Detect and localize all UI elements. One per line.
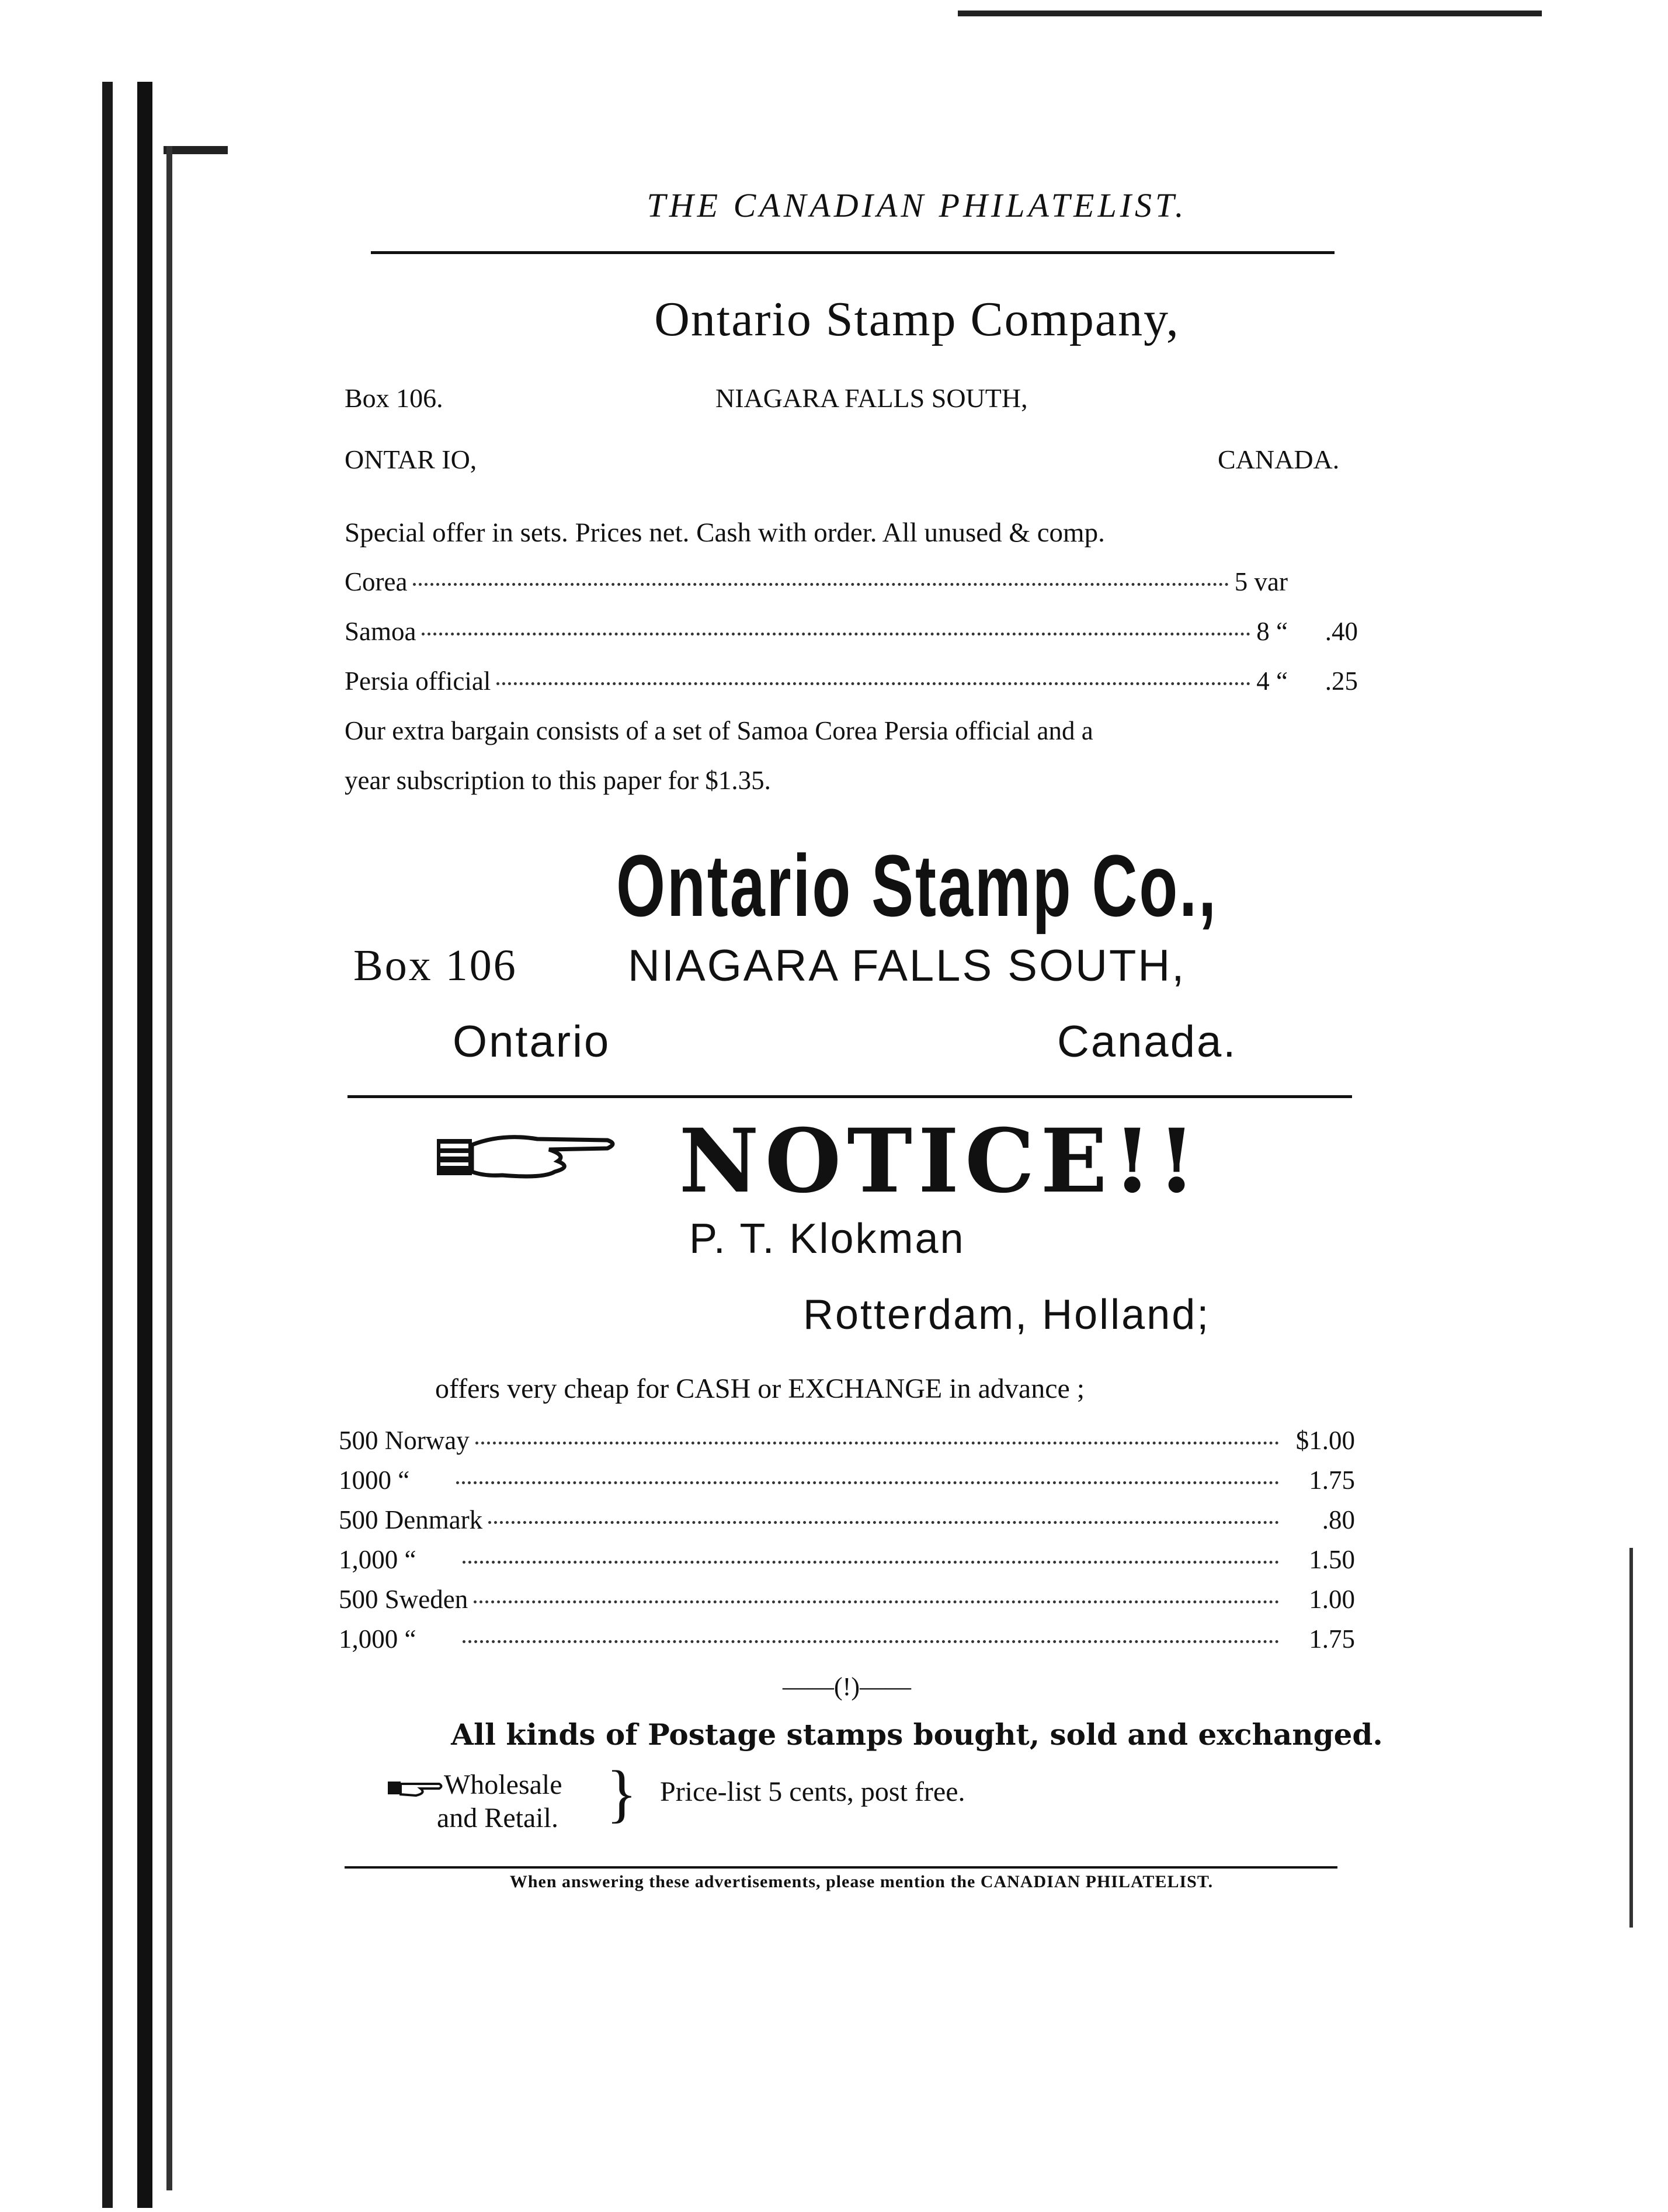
- item-price: 1.75: [1309, 1466, 1355, 1495]
- ad3-retail: and Retail.: [437, 1803, 558, 1834]
- ad3-item-row: [339, 1624, 1355, 1660]
- leader-dots: [475, 1442, 1279, 1444]
- ad3-all-kinds: All kinds of Postage stamps bought, sold and exchanged.: [451, 1717, 1383, 1752]
- item-qty: 8 “: [1256, 617, 1288, 646]
- item-price: .25: [1325, 666, 1358, 696]
- item-label: Persia official: [345, 666, 491, 696]
- ad1-item-row: [345, 616, 1358, 652]
- leader-dots: [488, 1521, 1279, 1524]
- ad2-province: Ontario: [453, 1017, 611, 1067]
- ad3-item-row: [339, 1425, 1355, 1461]
- item-qty: 5 var: [1234, 567, 1288, 596]
- item-label: 1,000 “: [339, 1545, 416, 1574]
- ad1-item-row: [345, 567, 1358, 603]
- footer-rule: [345, 1866, 1337, 1869]
- ad1-item-row: [345, 666, 1358, 702]
- leader-dots: [422, 633, 1250, 636]
- ad3-item-row: [339, 1505, 1355, 1541]
- pointing-hand-icon-small: [385, 1776, 444, 1799]
- item-qty: 4 “: [1256, 666, 1288, 696]
- ad2-company: Ontario Stamp Co.,: [616, 836, 1218, 935]
- ad3-item-row: [339, 1465, 1355, 1501]
- item-label: 500 Sweden: [339, 1585, 468, 1614]
- head-rule: [371, 251, 1335, 254]
- leader-dots: [413, 583, 1228, 586]
- ad3-price-list: Price-list 5 cents, post free.: [660, 1776, 965, 1807]
- item-label: 500 Denmark: [339, 1505, 483, 1534]
- ad1-box: Box 106.: [345, 383, 443, 413]
- item-label: Corea: [345, 567, 408, 596]
- pointing-hand-icon: [432, 1121, 619, 1186]
- ad2-city: NIAGARA FALLS SOUTH,: [628, 941, 1186, 991]
- ad3-item-row: [339, 1584, 1355, 1620]
- item-label: 1,000 “: [339, 1624, 416, 1654]
- leader-dots: [456, 1481, 1279, 1484]
- ad3-divider: ——(!)——: [783, 1672, 911, 1701]
- ad1-company: Ontario Stamp Company,: [654, 292, 1180, 346]
- ad2-rule: [348, 1095, 1352, 1098]
- scan-edge-artifact: [18, 82, 228, 2208]
- leader-dots: [474, 1600, 1279, 1603]
- item-price: $1.00: [1295, 1426, 1355, 1455]
- leader-dots: [496, 682, 1250, 685]
- item-price: 1.75: [1309, 1624, 1355, 1654]
- ad1-city: NIAGARA FALLS SOUTH,: [715, 383, 1028, 413]
- ad2-box: Box 106: [353, 941, 517, 990]
- ad1-bargain-line-2: year subscription to this paper for $1.35.: [345, 766, 771, 795]
- item-price: .40: [1325, 617, 1358, 646]
- item-label: Samoa: [345, 617, 416, 646]
- leader-dots: [463, 1561, 1279, 1564]
- running-head: THE CANADIAN PHILATELIST.: [647, 186, 1187, 224]
- ad3-name: P. T. Klokman: [689, 1216, 965, 1262]
- item-label: 1000 “: [339, 1466, 410, 1495]
- notice-heading: NOTICE!!: [679, 1110, 1202, 1213]
- brace-glyph: }: [606, 1758, 637, 1829]
- ad1-province: ONTAR IO,: [345, 445, 477, 474]
- scan-right-edge: [1629, 1548, 1633, 1928]
- item-label: 500 Norway: [339, 1426, 470, 1455]
- ad1-bargain-line-1: Our extra bargain consists of a set of Samoa Corea Persia official and a: [345, 716, 1093, 745]
- ad3-offer: offers very cheap for CASH or EXCHANGE in advance ;: [435, 1373, 1085, 1404]
- item-price: 1.00: [1309, 1585, 1355, 1614]
- ad3-item-row: [339, 1544, 1355, 1581]
- scan-top-rule: [958, 11, 1542, 16]
- ad3-city: Rotterdam, Holland;: [803, 1291, 1211, 1338]
- item-price: 1.50: [1309, 1545, 1355, 1574]
- ad1-intro: Special offer in sets. Prices net. Cash with order. All unused & comp.: [345, 518, 1105, 548]
- leader-dots: [463, 1640, 1279, 1643]
- item-price: .80: [1322, 1505, 1355, 1534]
- footer-note: When answering these advertisements, please mention the CANADIAN PHILATELIST.: [509, 1872, 1214, 1891]
- ad3-wholesale: Wholesale: [444, 1769, 562, 1800]
- ad2-country: Canada.: [1057, 1017, 1238, 1067]
- ad1-country: CANADA.: [1218, 445, 1340, 474]
